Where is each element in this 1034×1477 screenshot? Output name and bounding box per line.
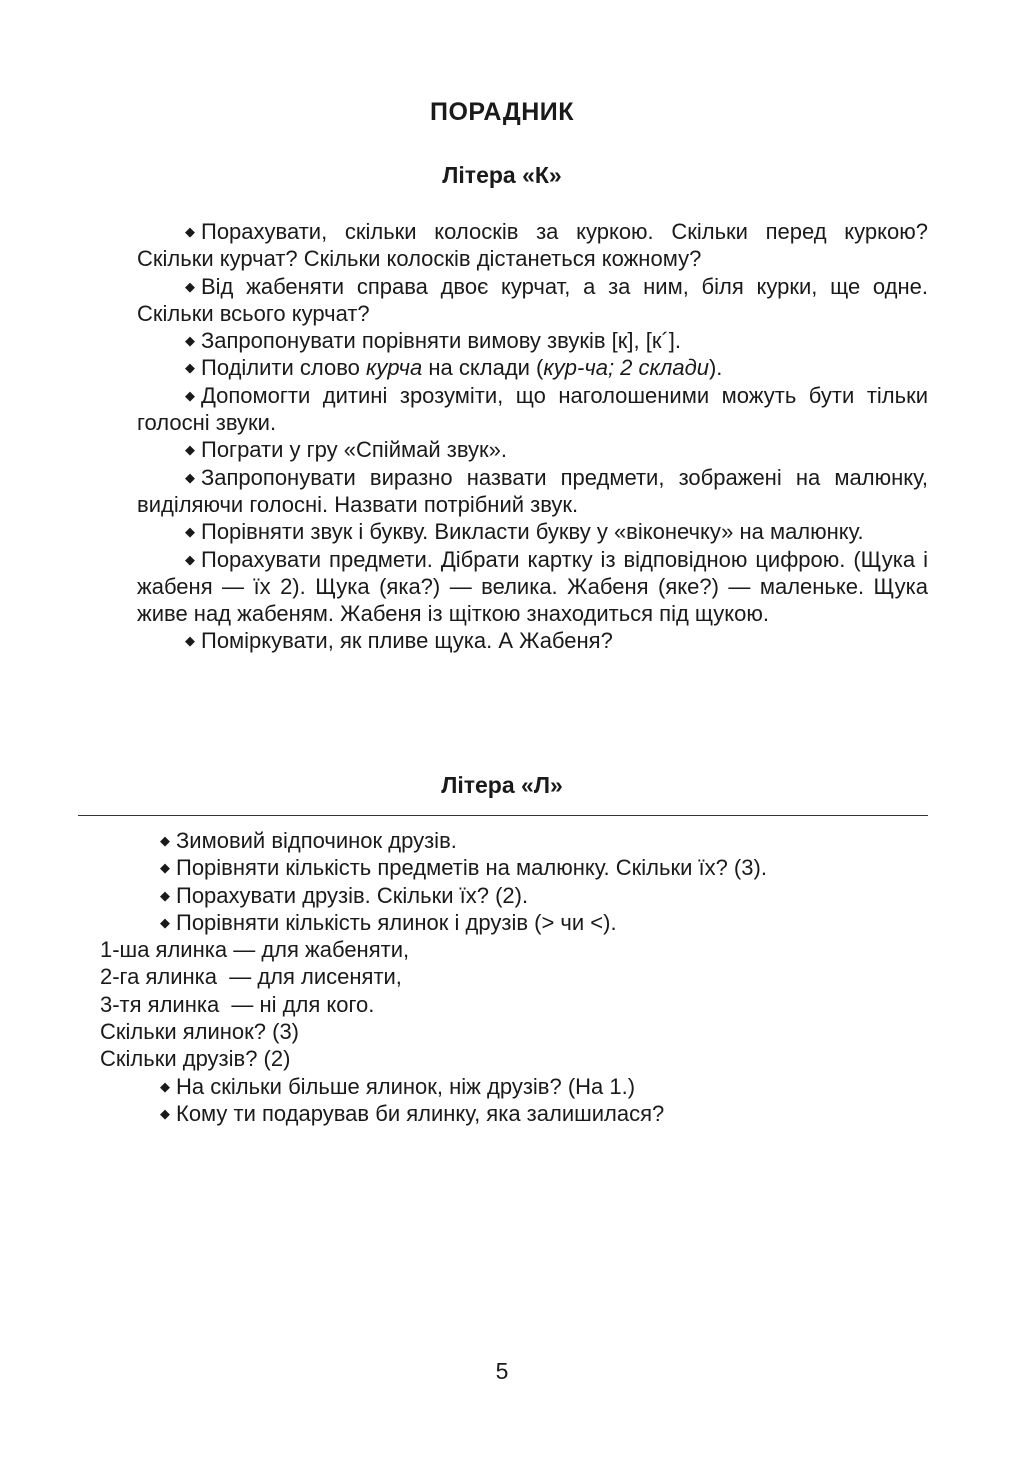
list-item [100, 1100, 930, 1127]
text-line: 3-тя ялинка — ні для кого. [100, 991, 375, 1017]
list-item [137, 436, 928, 463]
list-item-text: Порахувати друзів. Скільки їх? (2). [176, 882, 529, 908]
section-k-body [137, 218, 928, 655]
diamond-bullet-icon: ◆ [185, 633, 195, 649]
italic-word: курча [366, 355, 423, 381]
diamond-bullet-icon: ◆ [160, 914, 170, 930]
list-item [137, 327, 928, 354]
list-item-text: На скільки більше ялинок, ніж друзів? (На 1.) [176, 1073, 636, 1099]
list-item-text: Порахувати предмети. Дібрати картку із відповідною цифрою. (Щука і жабеня — їх 2). Щука (яка?) — велика. Жабеня (яке?) — маленьке. Щука живе над жабеням. Жабеня із щіткою знаходиться під щукою. [137, 546, 928, 627]
page-title: ПОРАДНИК [430, 98, 574, 126]
list-item-text: Порівняти кількість ялинок і друзів (> чи <). [176, 909, 617, 935]
text-line: 2-га ялинка — для лисеняти, [100, 964, 402, 990]
list-item-text: Від жабеняти справа двоє курчат, а за ним, біля курки, ще одне. Скільки всього курчат? [137, 273, 928, 326]
list-item-text: Зимовий відпочинок друзів. [176, 828, 457, 853]
text-line: Скільки ялинок? (3) [100, 1019, 300, 1045]
section-k-heading: Літера «К» [442, 162, 562, 188]
diamond-bullet-icon: ◆ [185, 469, 195, 485]
list-item-text: ). [708, 355, 723, 381]
diamond-bullet-icon: ◆ [185, 387, 195, 403]
list-item [100, 1073, 930, 1100]
list-item-text: Порівняти кількість предметів на малюнку. Скільки їх? (3). [176, 855, 767, 881]
list-item [137, 627, 928, 654]
list-item-text: Кому ти подарував би ялинку, яка залишилася? [176, 1100, 665, 1126]
list-item-text: Порівняти звук і букву. Викласти букву у «віконечку» на малюнку. [201, 519, 864, 545]
diamond-bullet-icon: ◆ [160, 887, 170, 903]
diamond-bullet-icon: ◆ [185, 224, 195, 239]
diamond-bullet-icon: ◆ [185, 524, 195, 540]
diamond-bullet-icon: ◆ [160, 833, 170, 848]
section-l-heading: Літера «Л» [441, 772, 563, 798]
list-item-text: Запропонувати виразно назвати предмети, зображені на малюнку, виділяючи голосні. Назвати потрібний звук. [137, 464, 928, 517]
list-item [100, 854, 930, 881]
diamond-bullet-icon: ◆ [185, 360, 195, 376]
list-item [100, 827, 930, 854]
list-item-text: Порахувати, скільки колосків за куркою. Скільки перед куркою? Скільки курчат? Скільки колосків дістанеться кожному? [137, 219, 928, 272]
diamond-bullet-icon: ◆ [160, 1078, 170, 1094]
list-item [137, 354, 928, 381]
page-number: 5 [495, 1358, 509, 1384]
list-item [100, 882, 930, 909]
text-line: Скільки друзів? (2) [100, 1046, 291, 1072]
list-item [137, 273, 928, 328]
text-line: 1-ша ялинка — для жабеняти, [100, 937, 410, 963]
list-item-text: на склади ( [422, 355, 544, 381]
diamond-bullet-icon: ◆ [185, 442, 195, 458]
diamond-bullet-icon: ◆ [185, 333, 195, 349]
diamond-bullet-icon: ◆ [160, 1105, 170, 1121]
list-item-text: Поміркувати, як пливе щука. А Жабеня? [201, 628, 613, 654]
section-l-body [100, 827, 930, 1127]
list-item-text: Допомогти дитині зрозуміти, що наголошеними можуть бути тільки голосні звуки. [137, 382, 928, 436]
diamond-bullet-icon: ◆ [160, 860, 170, 876]
diamond-bullet-icon: ◆ [185, 551, 195, 567]
list-item [100, 909, 930, 936]
list-item-text: Пограти у гру «Спіймай звук». [201, 437, 508, 463]
italic-syllables: кур-ча; 2 склади [543, 355, 709, 381]
list-item-text: Поділити слово [201, 355, 366, 381]
list-item [137, 382, 928, 437]
list-item [137, 518, 928, 545]
divider [78, 815, 928, 816]
list-item [137, 546, 928, 628]
list-item-text: Запропонувати порівняти вимову звуків [к], [к´]. [201, 328, 681, 354]
list-item [137, 464, 928, 519]
diamond-bullet-icon: ◆ [185, 278, 195, 294]
list-item [137, 218, 928, 273]
